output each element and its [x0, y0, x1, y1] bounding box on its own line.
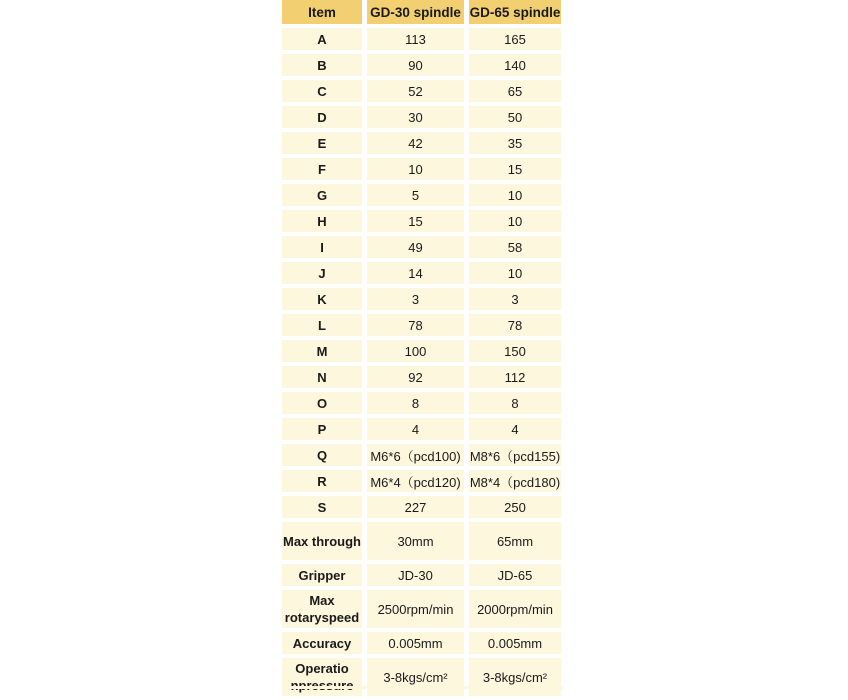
table-row [282, 392, 561, 414]
gd30-value-cell: 92 [367, 366, 464, 388]
gd65-value-cell: 250 [469, 496, 561, 518]
table-row [282, 80, 561, 102]
gd65-value-cell: 10 [469, 262, 561, 284]
gd65-value-cell: 0.005mm [469, 632, 561, 654]
table-row [282, 632, 561, 654]
gd30-value-cell: 113 [367, 28, 464, 50]
table-row [282, 106, 561, 128]
gd65-value-cell: JD-65 [469, 564, 561, 586]
gd65-value-cell: 35 [469, 132, 561, 154]
gd65-value-cell: 10 [469, 184, 561, 206]
item-cell: A [282, 28, 362, 50]
item-cell: R [282, 470, 362, 492]
gd30-value-cell: 5 [367, 184, 464, 206]
gd65-value-cell: M8*4（pcd180) [469, 470, 561, 492]
item-cell: Operatio [282, 658, 362, 696]
item-cell: L [282, 314, 362, 336]
table-row [282, 54, 561, 76]
item-cell: K [282, 288, 362, 310]
table-header-row [282, 0, 561, 24]
table-row [282, 132, 561, 154]
table-row [282, 262, 561, 284]
gd30-value-cell: 52 [367, 80, 464, 102]
gd30-value-cell: 90 [367, 54, 464, 76]
item-cell: D [282, 106, 362, 128]
gd30-value-cell: M6*4（pcd120) [367, 470, 464, 492]
item-cell: B [282, 54, 362, 76]
table-row [282, 658, 561, 696]
item-cell: Accuracy [282, 632, 362, 654]
spindle-spec-table [277, 0, 566, 700]
gd65-value-cell: 65 [469, 80, 561, 102]
header-gd65-spindle: GD-65 spindle [469, 0, 561, 24]
gd65-value-cell: 8 [469, 392, 561, 414]
gd65-value-cell: 4 [469, 418, 561, 440]
table-row [282, 496, 561, 518]
header-gd30-spindle: GD-30 spindle [367, 0, 464, 24]
item-cell: I [282, 236, 362, 258]
table-row [282, 314, 561, 336]
gd30-value-cell: 10 [367, 158, 464, 180]
gd65-value-cell: 150 [469, 340, 561, 362]
table-row [282, 418, 561, 440]
gd30-value-cell: 0.005mm [367, 632, 464, 654]
item-cell: Gripper [282, 564, 362, 586]
item-cell: Max rotaryspeed [282, 590, 362, 628]
gd30-value-cell: 100 [367, 340, 464, 362]
table-row [282, 236, 561, 258]
gd65-value-cell: 140 [469, 54, 561, 76]
item-cell: C [282, 80, 362, 102]
item-cell: N [282, 366, 362, 388]
table-row [282, 340, 561, 362]
item-cell: M [282, 340, 362, 362]
gd30-value-cell: M6*6（pcd100) [367, 444, 464, 466]
gd65-value-cell: 58 [469, 236, 561, 258]
gd30-value-cell: JD-30 [367, 564, 464, 586]
table-body [282, 28, 561, 696]
item-cell: S [282, 496, 362, 518]
gd65-value-cell: 50 [469, 106, 561, 128]
gd30-value-cell: 4 [367, 418, 464, 440]
gd65-value-cell: 3-8kgs/cm² [469, 658, 561, 696]
table-row [282, 590, 561, 628]
header-item: Item [282, 0, 362, 24]
item-cell: J [282, 262, 362, 284]
gd30-value-cell: 2500rpm/min [367, 590, 464, 628]
table-row [282, 210, 561, 232]
gd65-value-cell: 2000rpm/min [469, 590, 561, 628]
table-row [282, 564, 561, 586]
gd30-value-cell: 30mm [367, 522, 464, 560]
gd30-value-cell: 14 [367, 262, 464, 284]
item-cell: H [282, 210, 362, 232]
table-row [282, 288, 561, 310]
table-row [282, 444, 561, 466]
gd65-value-cell: 78 [469, 314, 561, 336]
gd30-value-cell: 3 [367, 288, 464, 310]
table-row [282, 28, 561, 50]
item-cell: Q [282, 444, 362, 466]
item-cell: E [282, 132, 362, 154]
gd65-value-cell: 65mm [469, 522, 561, 560]
gd30-value-cell: 8 [367, 392, 464, 414]
gd30-value-cell: 3-8kgs/cm² [367, 658, 464, 696]
table-row [282, 158, 561, 180]
gd65-value-cell: 165 [469, 28, 561, 50]
table-row [282, 184, 561, 206]
gd30-value-cell: 78 [367, 314, 464, 336]
item-cell: G [282, 184, 362, 206]
item-cell: Max through [282, 522, 362, 560]
item-cell: P [282, 418, 362, 440]
gd65-value-cell: 112 [469, 366, 561, 388]
gd30-value-cell: 49 [367, 236, 464, 258]
gd30-value-cell: 227 [367, 496, 464, 518]
item-cell: F [282, 158, 362, 180]
item-cell: O [282, 392, 362, 414]
gd65-value-cell: M8*6（pcd155) [469, 444, 561, 466]
table-row [282, 522, 561, 560]
gd30-value-cell: 15 [367, 210, 464, 232]
gd65-value-cell: 3 [469, 288, 561, 310]
gd30-value-cell: 30 [367, 106, 464, 128]
gd30-value-cell: 42 [367, 132, 464, 154]
gd65-value-cell: 15 [469, 158, 561, 180]
gd65-value-cell: 10 [469, 210, 561, 232]
table-row [282, 366, 561, 388]
table-row [282, 470, 561, 492]
